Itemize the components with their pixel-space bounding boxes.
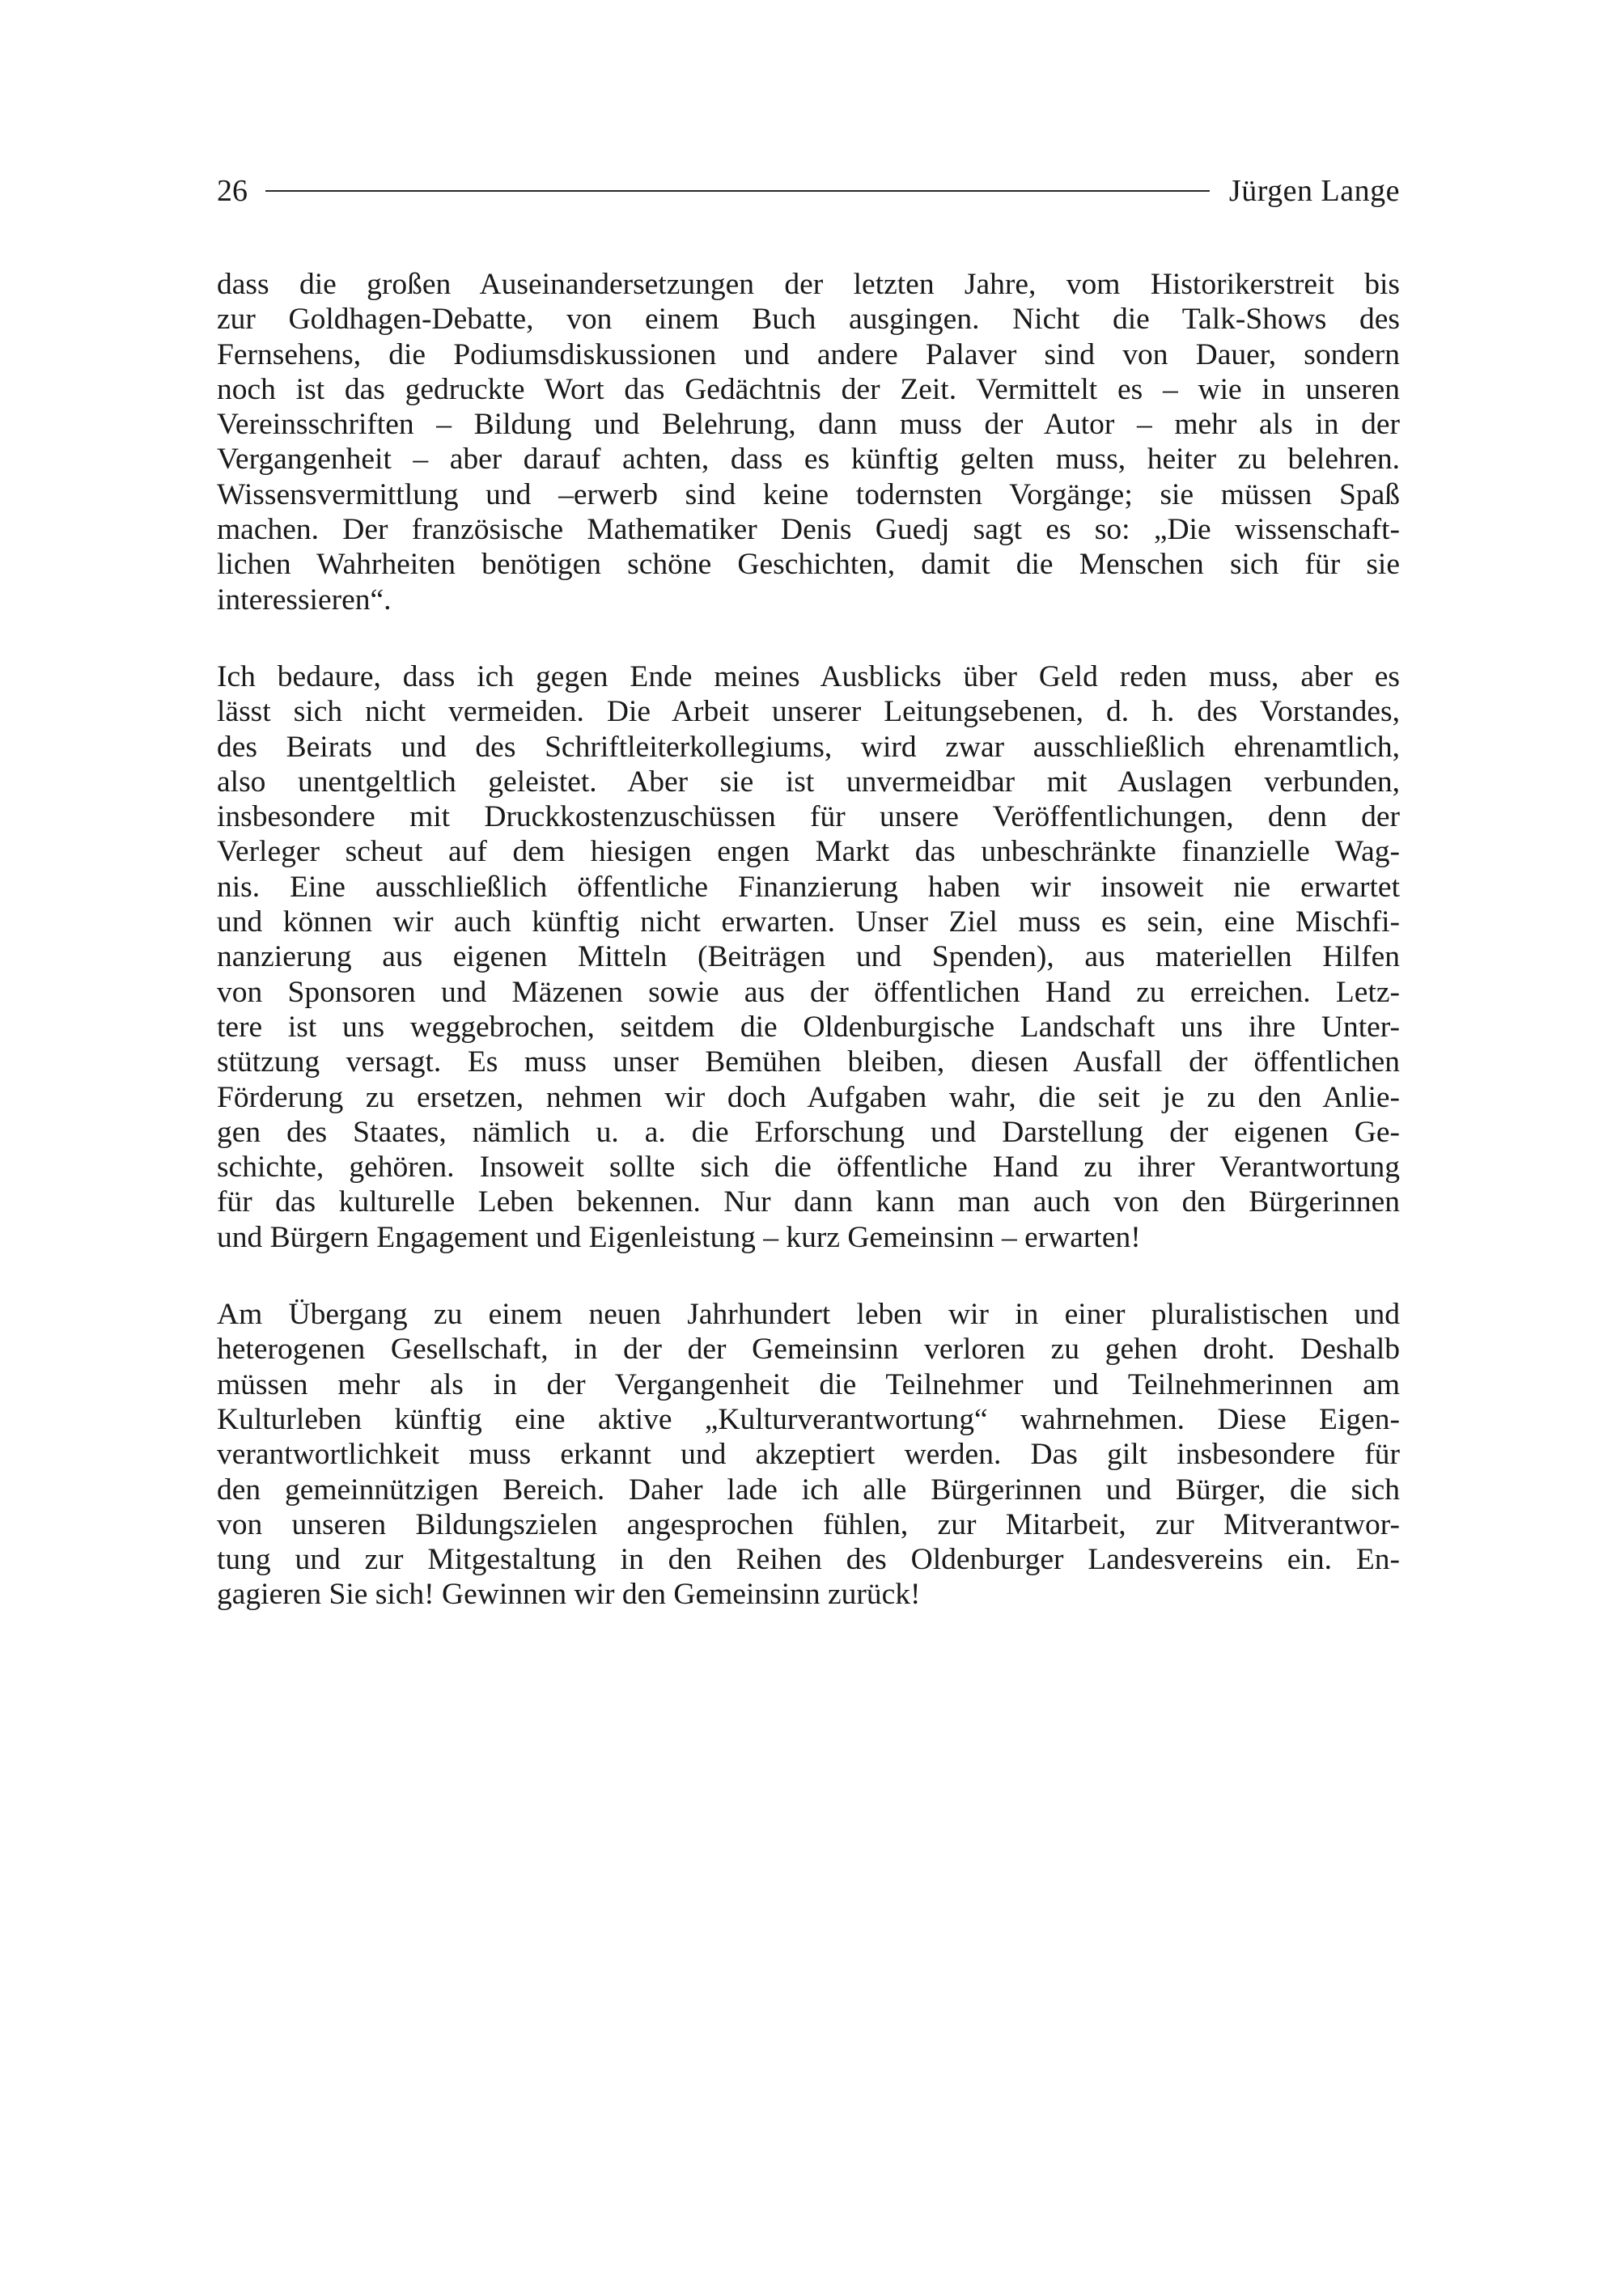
page-number: 26 (217, 174, 248, 208)
text-line: machen. Der französische Mathematiker Denis Guedj sagt es so: „Die wissenschaft- (217, 513, 1400, 547)
text-line: und können wir auch künftig nicht erwarten. Unser Ziel muss es sein, eine Mischfi- (217, 905, 1400, 939)
text-line: Fernsehens, die Podiumsdiskussionen und andere Palaver sind von Dauer, sondern (217, 337, 1400, 371)
paragraph-gap (217, 1255, 1400, 1297)
header-rule (265, 190, 1210, 192)
text-line: zur Goldhagen-Debatte, von einem Buch ausgingen. Nicht die Talk-Shows des (217, 303, 1400, 337)
text-line: Verleger scheut auf dem hiesigen engen Markt das unbeschränkte finanzielle Wag- (217, 835, 1400, 869)
text-line: von unseren Bildungszielen angesprochen fühlen, zur Mitarbeit, zur Mitverantwor- (217, 1507, 1400, 1541)
text-line: interessieren“. (217, 583, 392, 617)
text-line: Förderung zu ersetzen, nehmen wir doch Aufgaben wahr, die seit je zu den Anlie- (217, 1080, 1400, 1114)
text-line: also unentgeltlich geleistet. Aber sie ist unvermeidbar mit Auslagen verbunden, (217, 765, 1400, 799)
running-head: Jürgen Lange (1228, 174, 1400, 208)
text-line: verantwortlichkeit muss erkannt und akzeptiert werden. Das gilt insbesondere für (217, 1438, 1400, 1472)
text-line: nis. Eine ausschließlich öffentliche Finanzierung haben wir insoweit nie erwartet (217, 870, 1400, 904)
paragraph-gap (217, 617, 1400, 659)
text-line: insbesondere mit Druckkostenzuschüssen für unsere Veröffentlichungen, denn der (217, 800, 1400, 834)
text-line: heterogenen Gesellschaft, in der der Gemeinsinn verloren zu gehen droht. Deshalb (217, 1333, 1400, 1367)
text-line: des Beirats und des Schriftleiterkollegiums, wird zwar ausschließlich ehrenamtlich, (217, 730, 1400, 764)
paragraph (217, 659, 1400, 1255)
text-line: gagieren Sie sich! Gewinnen wir den Gemeinsinn zurück! (217, 1578, 921, 1612)
page-header (217, 167, 1400, 215)
text-line: Kulturleben künftig eine aktive „Kulturverantwortung“ wahrnehmen. Diese Eigen- (217, 1402, 1400, 1436)
text-line: müssen mehr als in der Vergangenheit die Teilnehmer und Teilnehmerinnen am (217, 1367, 1400, 1401)
text-line: nanzierung aus eigenen Mitteln (Beiträgen und Spenden), aus materiellen Hilfen (217, 940, 1400, 974)
text-line: für das kulturelle Leben bekennen. Nur dann kann man auch von den Bürgerinnen (217, 1185, 1400, 1219)
text-line: Am Übergang zu einem neuen Jahrhundert leben wir in einer pluralistischen und (217, 1298, 1400, 1332)
text-line: Wissensvermittlung und –erwerb sind keine todernsten Vorgänge; sie müssen Spaß (217, 477, 1400, 511)
text-line: tung und zur Mitgestaltung in den Reihen des Oldenburger Landesvereins ein. En- (217, 1543, 1400, 1577)
paragraph (217, 1297, 1400, 1613)
text-line: dass die großen Auseinandersetzungen der letzten Jahre, vom Historikerstreit bis (217, 268, 1400, 301)
text-line: Vergangenheit – aber darauf achten, dass es künftig gelten muss, heiter zu belehren. (217, 443, 1400, 477)
text-line: stützung versagt. Es muss unser Bemühen bleiben, diesen Ausfall der öffentlichen (217, 1045, 1400, 1079)
text-line: tere ist uns weggebrochen, seitdem die Oldenburgische Landschaft uns ihre Unter- (217, 1010, 1400, 1044)
text-line: gen des Staates, nämlich u. a. die Erforschung und Darstellung der eigenen Ge- (217, 1115, 1400, 1149)
text-line: und Bürgern Engagement und Eigenleistung – kurz Gemeinsinn – erwarten! (217, 1220, 1141, 1254)
text-line: lichen Wahrheiten benötigen schöne Geschichten, damit die Menschen sich für sie (217, 548, 1400, 582)
paragraph (217, 267, 1400, 617)
text-line: schichte, gehören. Insoweit sollte sich die öffentliche Hand zu ihrer Verantwortung (217, 1151, 1400, 1185)
text-line: Ich bedaure, dass ich gegen Ende meines Ausblicks über Geld reden muss, aber es (217, 659, 1400, 693)
text-line: den gemeinnützigen Bereich. Daher lade ich alle Bürgerinnen und Bürger, die sich (217, 1473, 1400, 1507)
text-line: von Sponsoren und Mäzenen sowie aus der öffentlichen Hand zu erreichen. Letz- (217, 975, 1400, 1009)
paragraph-container (217, 267, 1400, 1613)
body-text (217, 267, 1400, 1613)
text-line: noch ist das gedruckte Wort das Gedächtnis der Zeit. Vermittelt es – wie in unseren (217, 372, 1400, 406)
text-line: lässt sich nicht vermeiden. Die Arbeit unserer Leitungsebenen, d. h. des Vorstandes, (217, 695, 1400, 729)
text-line: Vereinsschriften – Bildung und Belehrung, dann muss der Autor – mehr als in der (217, 408, 1400, 442)
